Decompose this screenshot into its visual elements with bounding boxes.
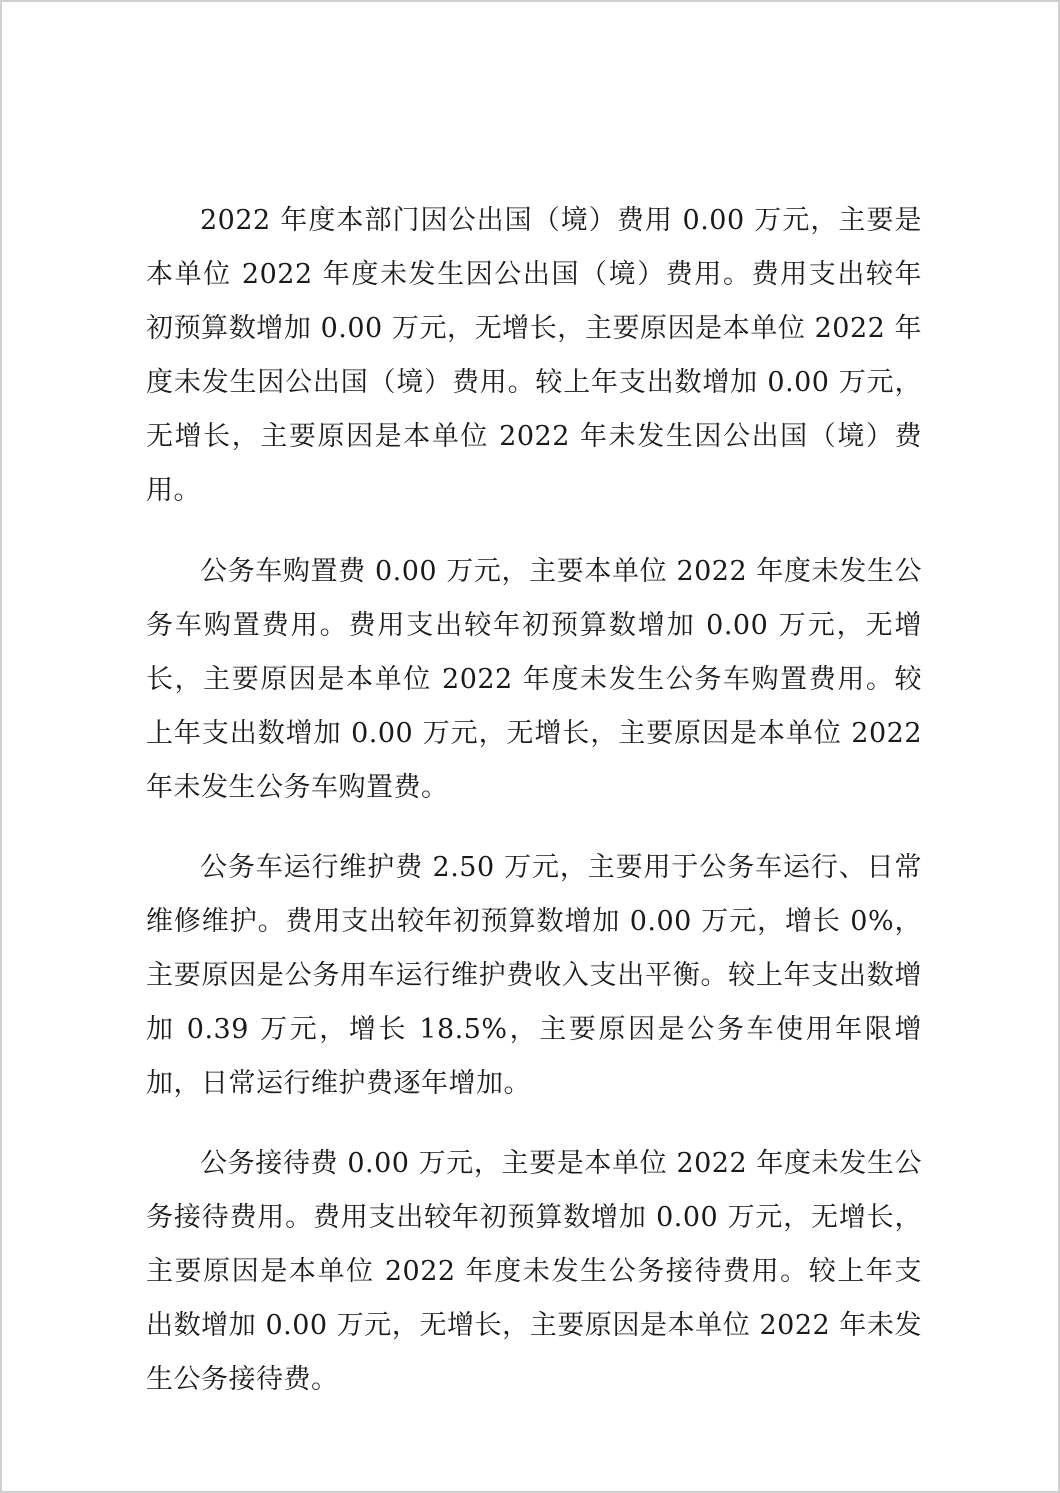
paragraph-vehicle-purchase-expense: 公务车购置费 0.00 万元，主要本单位 2022 年度未发生公务车购置费用。费用支出较年初预算数增加 0.00 万元，无增长，主要原因是本单位 2022 年度未发生公务车购置费用。较上年支出数增加 0.00 万元，无增长，主要原因是本单位 2022 年未发生公务车购置费。	[146, 556, 922, 803]
paragraph-reception-expense: 公务接待费 0.00 万元，主要是本单位 2022 年度未发生公务接待费用。费用支出较年初预算数增加 0.00 万元，无增长，主要原因是本单位 2022 年度未发生公务接待费用。较上年支出数增加 0.00 万元，无增长，主要原因是本单位 2022 年未发生公务接待费。	[146, 1148, 922, 1395]
document-body	[146, 194, 922, 1407]
paragraph-overseas-travel-expense: 2022 年度本部门因公出国（境）费用 0.00 万元，主要是本单位 2022 年度未发生因公出国（境）费用。费用支出较年初预算数增加 0.00 万元，无增长，主要原因是本单位 2022 年度未发生因公出国（境）费用。较上年支出数增加 0.00 万元，无增长，主要原因是本单位 2022 年未发生因公出国（境）费用。	[146, 205, 922, 506]
paragraph-vehicle-maintenance-expense: 公务车运行维护费 2.50 万元，主要用于公务车运行、日常维修维护。费用支出较年初预算数增加 0.00 万元，增长 0%，主要原因是公务用车运行维护费收入支出平衡。较上年支出数增加 0.39 万元，增长 18.5%，主要原因是公务车使用年限增加，日常运行维护费逐年增加。	[146, 852, 922, 1099]
